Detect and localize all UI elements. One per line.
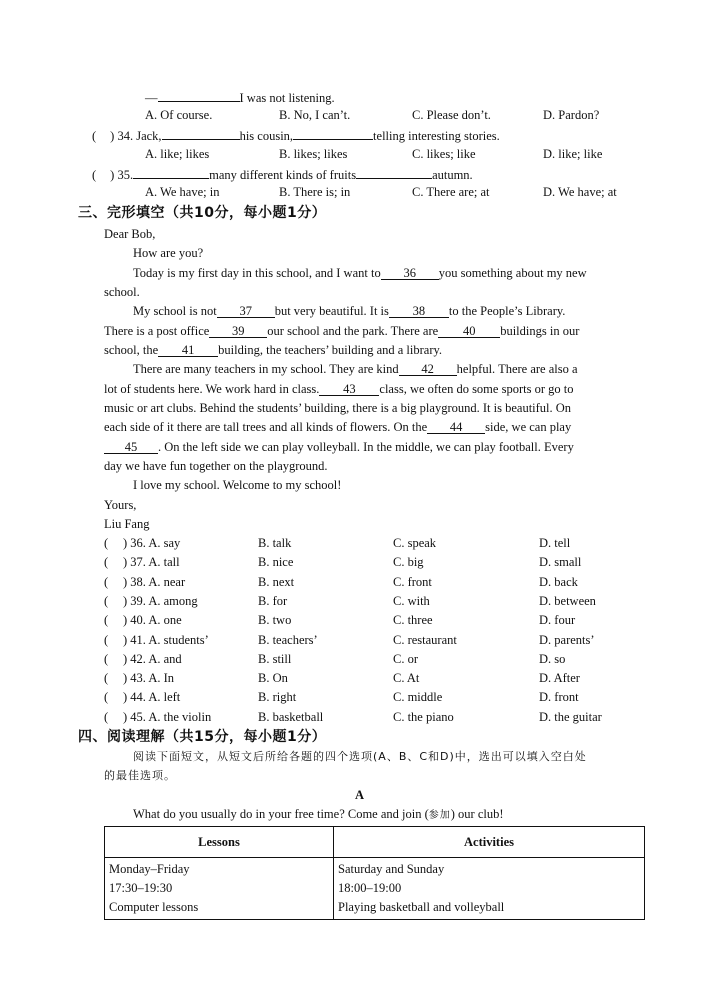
reading-instruction: 阅读下面短文，从短文后所给各题的四个选项(A、B、C和D)中，选出可以填入空白处 bbox=[133, 750, 587, 763]
q33-dialog-line: — I was not listening. bbox=[145, 88, 335, 106]
answer-paren[interactable]: ( bbox=[104, 652, 109, 666]
option-c: C. middle bbox=[393, 690, 443, 704]
q35-option-c: C. There are; at bbox=[412, 185, 490, 199]
activities-cell: Saturday and Sunday 18:00–19:00 Playing basketball and volleyball bbox=[334, 858, 645, 920]
table-header-row bbox=[105, 827, 645, 858]
cloze-blank-38[interactable]: 38 bbox=[389, 304, 449, 318]
option-d: D. so bbox=[539, 652, 566, 666]
question-number-option-a: ) 40. A. one bbox=[123, 613, 182, 627]
q35-blank-1[interactable] bbox=[133, 165, 209, 179]
q35-option-b: B. There is; in bbox=[279, 185, 351, 199]
cloze-blank-42[interactable]: 42 bbox=[399, 362, 457, 376]
passage-line: How are you? bbox=[133, 246, 204, 260]
option-d: D. the guitar bbox=[539, 710, 602, 724]
q34-blank-1[interactable] bbox=[162, 126, 240, 140]
cloze-blank-40[interactable]: 40 bbox=[438, 324, 500, 338]
cloze-blank-45[interactable]: 45 bbox=[104, 440, 158, 454]
answer-paren[interactable]: ( bbox=[104, 594, 109, 608]
answer-paren[interactable]: ( bbox=[104, 555, 109, 569]
question-number-option-a: ) 37. A. tall bbox=[123, 555, 180, 569]
passage-line: 45 . On the left side we can play volleyball. In the middle, we can play football. Every bbox=[104, 439, 574, 455]
passage-intro: What do you usually do in your free time? Come and join (参加) our club! bbox=[133, 807, 504, 821]
reading-instruction-cont: 的最佳选项。 bbox=[104, 769, 176, 782]
passage-line: day we have fun together on the playground. bbox=[104, 459, 328, 473]
q33-option-c: C. Please don’t. bbox=[412, 108, 491, 122]
option-d: D. small bbox=[539, 555, 582, 569]
question-number-option-a: ) 41. A. students’ bbox=[123, 633, 209, 647]
letter-closing: Yours, bbox=[104, 498, 137, 512]
answer-paren[interactable]: ( bbox=[92, 129, 97, 143]
section-three-heading: 三、完形填空（共10分，每小题1分） bbox=[78, 205, 327, 221]
q33-option-b: B. No, I can’t. bbox=[279, 108, 351, 122]
option-b: B. nice bbox=[258, 555, 294, 569]
option-b: B. basketball bbox=[258, 710, 324, 724]
question-number-option-a: ) 45. A. the violin bbox=[123, 710, 212, 724]
option-b: B. still bbox=[258, 652, 292, 666]
question-number-option-a: ) 38. A. near bbox=[123, 575, 186, 589]
answer-paren[interactable]: ( bbox=[104, 575, 109, 589]
option-c: C. speak bbox=[393, 536, 437, 550]
option-c: C. At bbox=[393, 671, 420, 685]
q35-option-a: A. We have; in bbox=[145, 185, 220, 199]
table-header-activities: Activities bbox=[334, 827, 645, 858]
answer-paren[interactable]: ( bbox=[104, 690, 109, 704]
option-d: D. four bbox=[539, 613, 576, 627]
q33-option-d: D. Pardon? bbox=[543, 108, 600, 122]
option-b: B. next bbox=[258, 575, 295, 589]
answer-paren[interactable]: ( bbox=[92, 168, 97, 182]
option-b: B. talk bbox=[258, 536, 292, 550]
passage-line: each side of it there are tall trees and all kinds of flowers. On the 44 side, we can play bbox=[104, 420, 572, 434]
option-c: C. front bbox=[393, 575, 432, 589]
answer-paren[interactable]: ( bbox=[104, 633, 109, 647]
passage-label: A bbox=[355, 788, 365, 802]
passage-line: I love my school. Welcome to my school! bbox=[133, 478, 342, 492]
answer-paren[interactable]: ( bbox=[104, 536, 109, 550]
passage-line: There is a post office 39 our school and the park. There are 40 buildings in our bbox=[104, 324, 580, 338]
answer-paren[interactable]: ( bbox=[104, 710, 109, 724]
q34-option-c: C. likes; like bbox=[412, 147, 476, 161]
option-c: C. with bbox=[393, 594, 430, 608]
section-four-heading: 四、阅读理解（共15分，每小题1分） bbox=[78, 729, 327, 745]
question-number-option-a: ) 43. A. In bbox=[123, 671, 175, 685]
cloze-blank-36[interactable]: 36 bbox=[381, 266, 439, 280]
option-d: D. between bbox=[539, 594, 596, 608]
passage-line: lot of students here. We work hard in class. 43 class, we often do some sports or go to bbox=[104, 382, 574, 396]
option-d: D. tell bbox=[539, 536, 571, 550]
q34-option-a: A. like; likes bbox=[145, 147, 210, 161]
question-number-option-a: ) 39. A. among bbox=[123, 594, 198, 608]
option-b: B. two bbox=[258, 613, 292, 627]
table-header-lessons: Lessons bbox=[105, 827, 334, 858]
q35-stem: ( ) 35. many different kinds of fruits autumn. bbox=[92, 165, 473, 183]
option-d: D. After bbox=[539, 671, 580, 685]
question-number-option-a: ) 36. A. say bbox=[123, 536, 181, 550]
answer-paren[interactable]: ( bbox=[104, 671, 109, 685]
option-d: D. parents’ bbox=[539, 633, 595, 647]
q33-option-a: A. Of course. bbox=[145, 108, 213, 122]
option-c: C. three bbox=[393, 613, 433, 627]
option-c: C. or bbox=[393, 652, 418, 666]
option-d: D. front bbox=[539, 690, 579, 704]
q33-answer-blank[interactable] bbox=[158, 88, 240, 102]
cloze-blank-39[interactable]: 39 bbox=[209, 324, 267, 338]
option-c: C. the piano bbox=[393, 710, 454, 724]
question-number-option-a: ) 42. A. and bbox=[123, 652, 182, 666]
cloze-blank-43[interactable]: 43 bbox=[319, 382, 379, 396]
answer-paren[interactable]: ( bbox=[104, 613, 109, 627]
passage-line: music or art clubs. Behind the students’ building, there is a big playground. It is beautiful. On bbox=[104, 401, 572, 415]
cloze-blank-41[interactable]: 41 bbox=[158, 343, 218, 357]
passage-line: school, the 41 building, the teachers’ building and a library. bbox=[104, 343, 443, 357]
passage-line: Today is my first day in this school, and I want to 36 you something about my new bbox=[133, 266, 587, 280]
club-schedule-table bbox=[104, 826, 645, 920]
cloze-blank-44[interactable]: 44 bbox=[427, 420, 485, 434]
question-number-option-a: ) 44. A. left bbox=[123, 690, 181, 704]
passage-line: school. bbox=[104, 285, 140, 299]
q35-option-d: D. We have; at bbox=[543, 185, 617, 199]
option-c: C. restaurant bbox=[393, 633, 457, 647]
option-b: B. On bbox=[258, 671, 288, 685]
option-d: D. back bbox=[539, 575, 578, 589]
option-b: B. for bbox=[258, 594, 288, 608]
passage-line: There are many teachers in my school. They are kind 42 helpful. There are also a bbox=[133, 362, 578, 376]
passage-line: My school is not 37 but very beautiful. It is 38 to the People’s Library. bbox=[133, 304, 566, 318]
q34-option-d: D. like; like bbox=[543, 147, 603, 161]
cloze-blank-37[interactable]: 37 bbox=[217, 304, 275, 318]
table-row bbox=[105, 858, 645, 920]
q35-blank-2[interactable] bbox=[356, 165, 432, 179]
letter-signature: Liu Fang bbox=[104, 517, 150, 531]
lessons-cell: Monday–Friday 17:30–19:30 Computer lessons bbox=[105, 858, 334, 920]
option-b: B. teachers’ bbox=[258, 633, 318, 647]
option-b: B. right bbox=[258, 690, 297, 704]
q34-blank-2[interactable] bbox=[293, 126, 373, 140]
letter-greeting: Dear Bob, bbox=[104, 227, 156, 241]
q34-stem: ( ) 34. Jack, his cousin, telling interesting stories. bbox=[92, 126, 500, 144]
option-c: C. big bbox=[393, 555, 424, 569]
q34-option-b: B. likes; likes bbox=[279, 147, 348, 161]
